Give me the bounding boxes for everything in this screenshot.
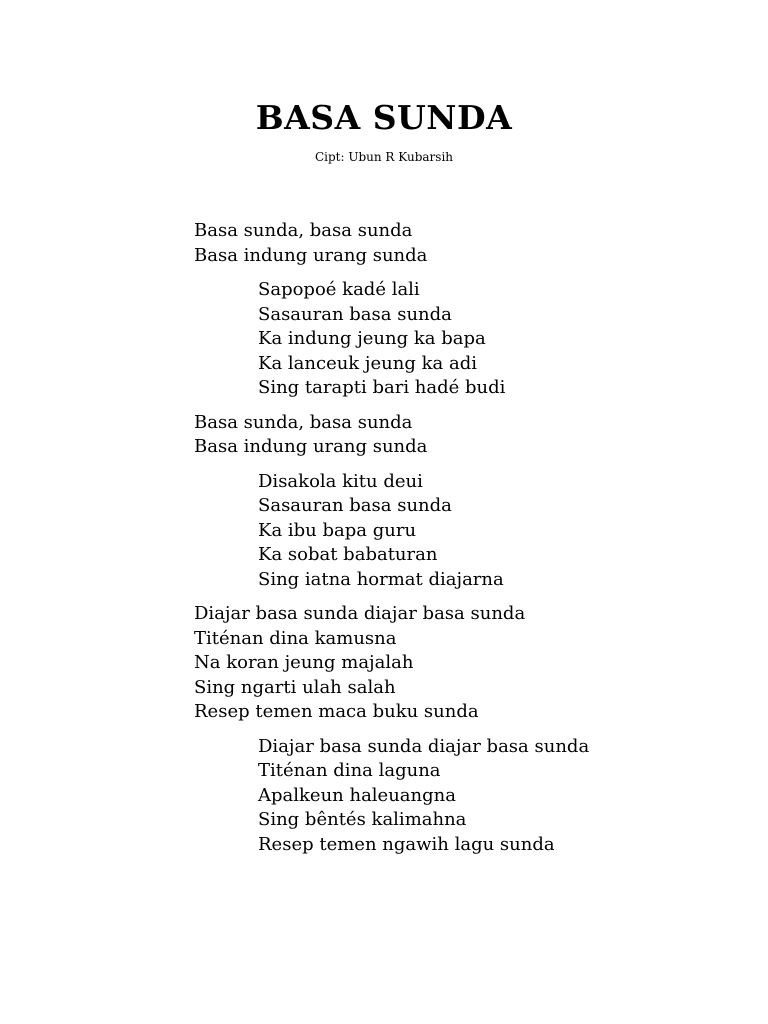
lyric-line: Basa indung urang sunda [194,244,428,266]
lyric-line: Titénan dina laguna [258,760,441,781]
song-author: Cipt: Ubun R Kubarsih [314,150,454,164]
lyric-line: Resep temen maca buku sunda [194,701,479,722]
lyric-line: Sapopoé kadé lali [258,279,420,300]
lyric-line: Sasauran basa sunda [258,303,452,325]
lyric-line: Ka ibu bapa guru [258,519,417,541]
lyric-line: Sasauran basa sunda [258,495,452,516]
lyric-line: Ka indung jeung ka bapa [258,328,486,349]
lyric-line: Diajar basa sunda diajar basa sunda [194,603,526,624]
lyric-line: Sing iatna hormat diajarna [258,568,504,590]
lyric-line: Apalkeun haleuangna [258,784,456,806]
lyric-line: Disakola kitu deui [258,470,423,492]
lyric-line: Sing tarapti bari hadé budi [258,377,506,398]
lyric-line: Basa sunda, basa sunda [194,411,413,433]
stanza-3 [194,411,754,460]
song-title: BASA SUNDA [255,98,513,137]
lyric-line: Ka lanceuk jeung ka adi [258,352,477,374]
lyric-line: Basa sunda, basa sunda [194,220,413,241]
stanza-4 [194,470,754,593]
lyric-line: Sing ngarti ulah salah [194,676,396,698]
lyric-line: Resep temen ngawih lagu sunda [258,833,555,855]
stanza-1 [194,219,754,268]
lyric-line: Na koran jeung majalah [194,652,414,673]
stanza-6 [194,735,754,858]
lyric-line: Sing bêntés kalimahna [258,809,467,830]
lyric-line: Basa indung urang sunda [194,436,428,457]
lyric-line: Diajar basa sunda diajar basa sunda [258,735,590,757]
stanza-2 [194,278,754,401]
lyrics-body [194,219,754,867]
lyric-line: Titénan dina kamusna [194,627,397,649]
lyric-line: Ka sobat babaturan [258,544,438,565]
stanza-5 [194,602,754,725]
